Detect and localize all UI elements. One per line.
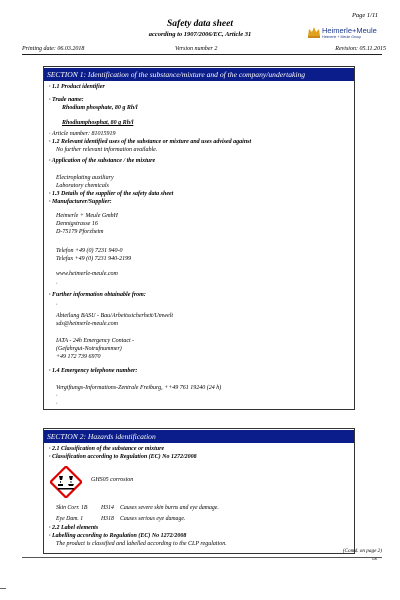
website: www.heimerle-meule.com [56,271,118,277]
address-line-1: Heimerle + Meule GmbH [56,213,118,219]
telephone: Telefon +49 (0) 7231 940-0 [56,248,123,254]
company-logo [307,25,391,45]
skin-corr-text: Causes severe skin burns and eye damage. [120,505,219,511]
iata-contact-2: (Gefahrgut-Notrufnummer) [56,346,122,352]
header-divider [22,54,382,55]
ghs-label: GHS05 corrosion [91,477,134,483]
application-heading: · Application of the substance / the mixture [49,158,156,164]
application-2: Laboratory chemicals [56,183,109,189]
emergency-heading: · 1.4 Emergency telephone number: [49,368,138,374]
classification-heading: · 2.1 Classification of the substance or mixture [49,446,165,452]
separator-dot: · [56,401,58,407]
trade-name-2: Rhodiumphosphat, 80 g Rh/l [62,120,134,126]
language-code: GB [372,557,377,561]
continued-note: (Contd. on page 2) [342,548,382,554]
application-1: Electroplating auxiliary [56,175,114,181]
iata-phone: +49 172 739 6970 [56,354,101,360]
page-number: Page 1/11 [351,12,378,19]
ghs05-corrosion-icon [50,466,82,498]
logo-wordmark: Heimerle+Meule [322,26,377,35]
revision-date: Revision: 05.11.2015 [335,46,386,52]
trade-name-1: Rhodium phosphate, 80 g Rh/l [62,105,138,111]
article-number: · Article number: 81015919 [49,131,116,137]
skin-corr-code: H314 [101,505,114,511]
label-elements-heading: · 2.2 Label elements [49,525,99,531]
emergency-number: Vergiftungs-Informations-Zentrale Freiburg, ++49 761 19240 (24 h) [56,385,222,391]
eye-dam-text: Causes serious eye damage. [120,516,186,522]
trade-name-label: · Trade name: [49,97,84,103]
relevant-uses-heading: · 1.2 Relevant identified uses of the substance or mixture and uses advised against [49,139,252,145]
department: Abteilung BASU - Bau/Arbeitssicherheit/Umwelt [56,313,174,319]
page-edge-mark [0,588,6,589]
address-line-2: Dennigstrasse 16 [56,221,98,227]
telefax: Telefax +49 (0) 7231 940-2199 [56,256,132,262]
manufacturer-label: · Manufacturer/Supplier: [49,199,112,205]
section-2-heading: SECTION 2: Hazards identification [44,430,354,443]
product-identifier-heading: · 1.1 Product identifier [49,84,105,90]
logo-subtext: Heimerle + Meule Group [322,35,362,39]
separator-dot: · [56,302,58,308]
separator-dot: · [56,281,58,287]
version-number: Version number 2 [175,46,218,52]
classification-regulation: · Classification according to Regulation (EC) No 1272/2008 [49,454,197,460]
labelling-text: The product is classified and labelled according to the CLP regulation. [56,541,227,547]
separator-dot: · [56,393,58,399]
further-info-heading: · Further information obtainable from: [49,292,146,298]
address-line-3: D-75179 Pforzheim [56,229,104,235]
section-1-heading: SECTION 1: Identification of the substance/mixture and of the company/undertaking [44,68,354,81]
contact-email: sds@heimerle-meule.com [56,321,119,327]
footer-divider [22,557,382,558]
iata-contact: IATA - 24h Emergency Contact - [56,338,135,344]
no-further-info: No further relevant information available. [56,147,158,153]
eye-dam-code: H318 [101,516,114,522]
eye-dam-category: Eye Dam. 1 [56,516,84,522]
document-subtitle: according to 1907/2006/EC, Article 31 [148,31,252,38]
printing-date: Printing date: 06.03.2018 [22,46,85,52]
document-title: Safety data sheet [167,19,233,29]
crown-icon [307,26,321,38]
skin-corr-category: Skin Corr. 1B [56,505,88,511]
labelling-heading: · Labelling according to Regulation (EC) No 1272/2008 [49,533,187,539]
supplier-details-heading: · 1.3 Details of the supplier of the safety data sheet [49,191,174,197]
